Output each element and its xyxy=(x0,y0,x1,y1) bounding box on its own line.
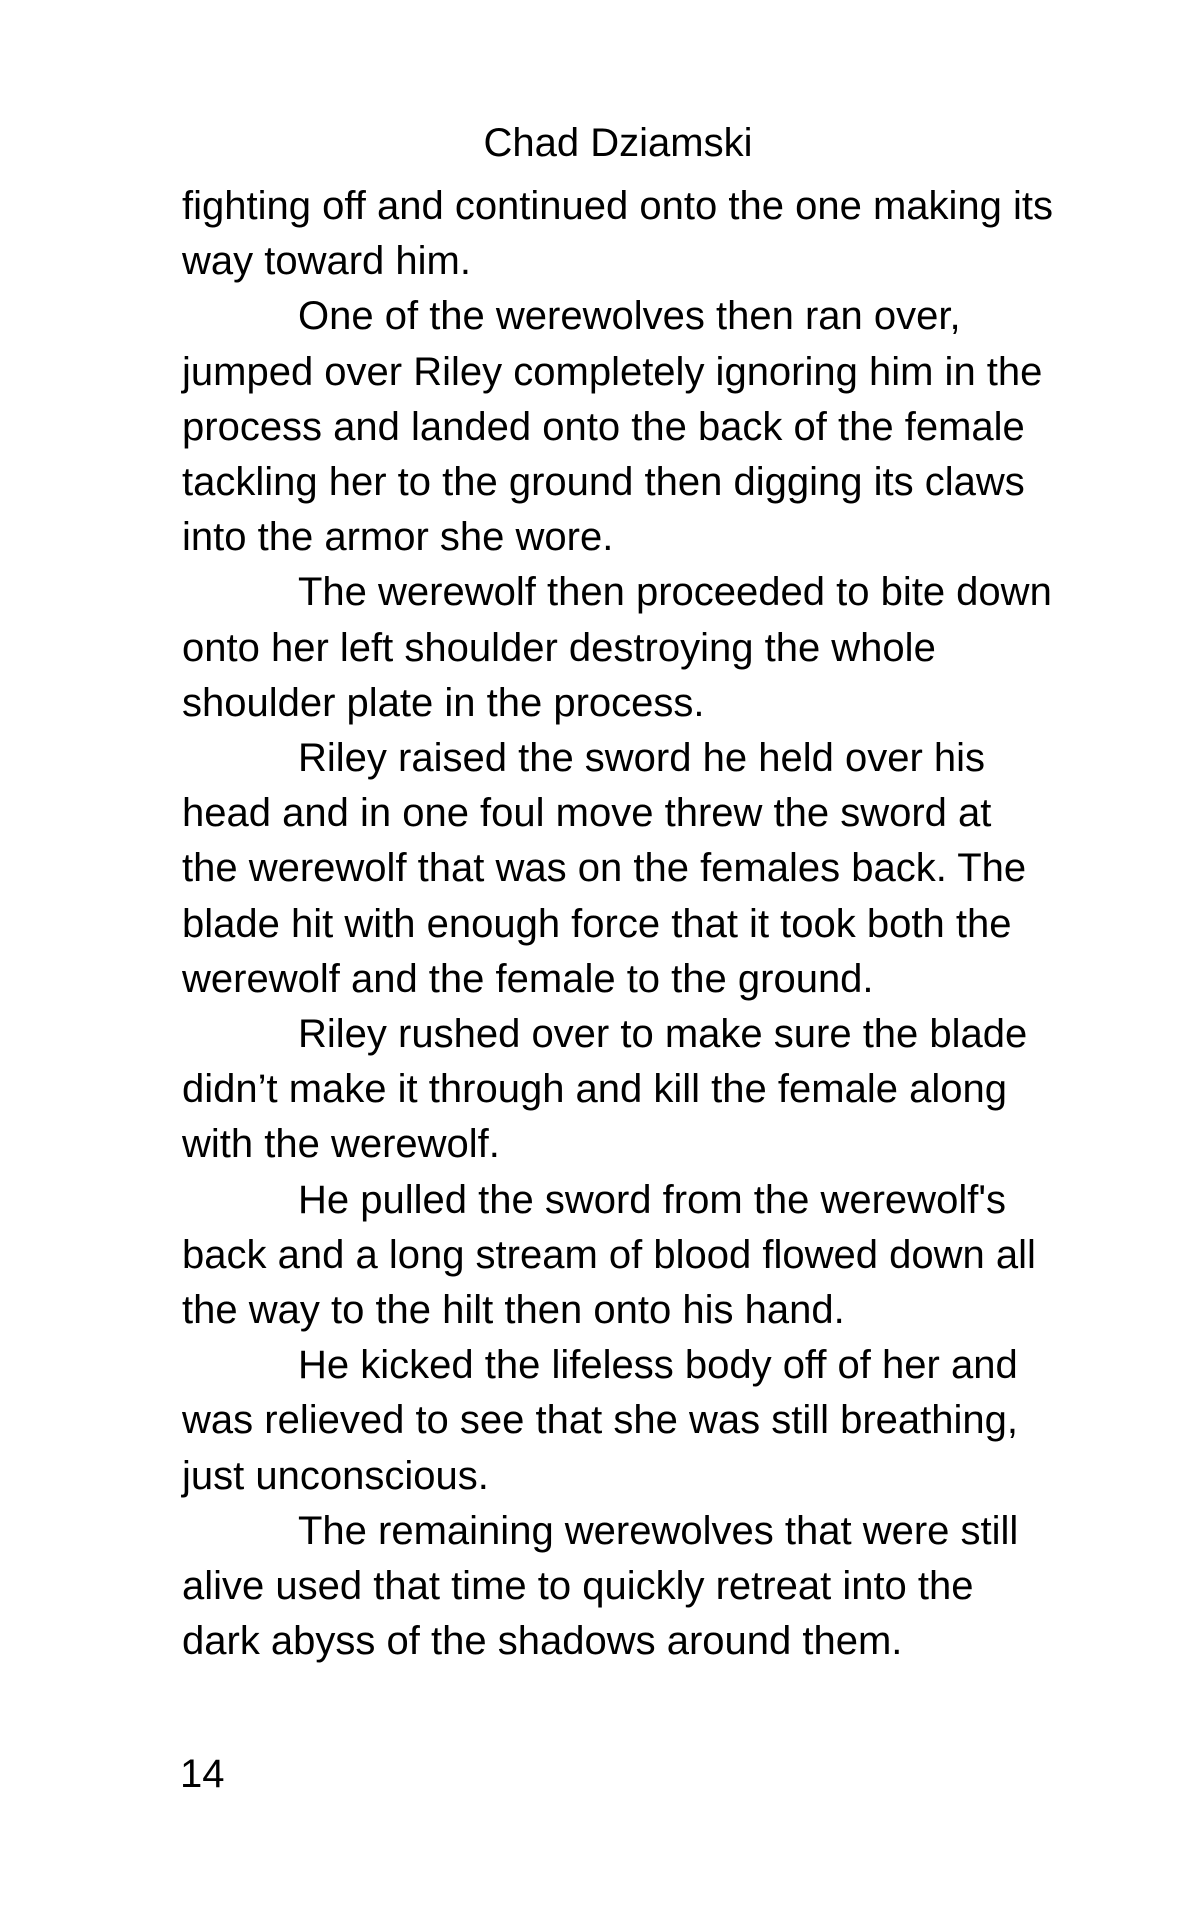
text-line: tackling her to the ground then digging its claws xyxy=(182,460,1025,505)
text-line: The remaining werewolves that were still xyxy=(298,1508,1019,1553)
text-line: Riley rushed over to make sure the blade xyxy=(298,1012,1028,1057)
text-line: process and landed onto the back of the female xyxy=(182,404,1025,449)
text-line: the way to the hilt then onto his hand. xyxy=(182,1288,845,1333)
text-line: onto her left shoulder destroying the whole xyxy=(182,625,936,670)
text-line: blade hit with enough force that it took both the xyxy=(182,901,1012,946)
text-line: He kicked the lifeless body off of her and xyxy=(298,1343,1018,1388)
text-line: just unconscious. xyxy=(182,1453,489,1498)
text-line: alive used that time to quickly retreat into the xyxy=(182,1564,974,1609)
text-line: shoulder plate in the process. xyxy=(182,680,705,725)
text-line: Riley raised the sword he held over his xyxy=(298,736,986,781)
text-line: jumped over Riley completely ignoring him in the xyxy=(182,349,1043,394)
text-line: the werewolf that was on the females back. The xyxy=(182,846,1027,891)
text-line: head and in one foul move threw the sword at xyxy=(182,791,992,836)
page-header-author: Chad Dziamski xyxy=(483,121,753,165)
text-line: back and a long stream of blood flowed down all xyxy=(182,1232,1036,1277)
page-number: 14 xyxy=(180,1752,225,1796)
text-line: into the armor she wore. xyxy=(182,515,614,560)
text-line: One of the werewolves then ran over, xyxy=(298,294,961,339)
text-line: The werewolf then proceeded to bite down xyxy=(298,570,1052,615)
text-line: He pulled the sword from the werewolf's xyxy=(298,1177,1006,1222)
text-line: didn’t make it through and kill the female along xyxy=(182,1067,1007,1112)
text-line: fighting off and continued onto the one making its xyxy=(182,184,1053,228)
text-line: dark abyss of the shadows around them. xyxy=(182,1619,903,1664)
text-line: werewolf and the female to the ground. xyxy=(182,956,874,1001)
body-text xyxy=(182,179,1142,1669)
text-line: was relieved to see that she was still breathing, xyxy=(182,1398,1018,1443)
text-line: with the werewolf. xyxy=(182,1122,500,1167)
text-line: way toward him. xyxy=(182,239,471,284)
